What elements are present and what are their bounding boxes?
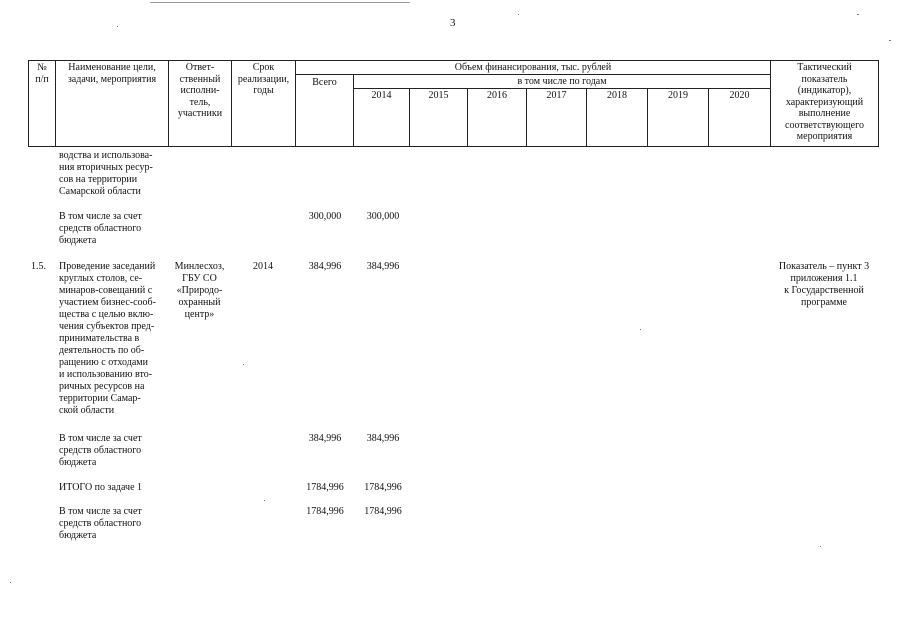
- header-year-2016: 2016: [468, 88, 527, 146]
- scan-speck: [640, 329, 641, 330]
- scan-speck: [518, 14, 519, 15]
- row-1-total: 300,000: [308, 211, 342, 222]
- scan-speck: [117, 26, 118, 27]
- row-5-2014: 1784,996: [364, 506, 402, 517]
- header-year-2019: 2019: [648, 88, 709, 146]
- scan-speck: [820, 546, 821, 547]
- row-1-2014: 300,000: [366, 211, 400, 222]
- row-2-num: 1.5.: [31, 261, 46, 272]
- row-4-total: 1784,996: [306, 482, 344, 493]
- top-scan-line: [150, 2, 410, 3]
- row-4-2014: 1784,996: [364, 482, 402, 493]
- scan-speck: [243, 364, 244, 365]
- row-4-name: ИТОГО по задаче 1: [59, 482, 143, 493]
- scan-speck: [889, 40, 891, 41]
- row-0-name: водства и использова- ния вторичных ресур- сов на территории Самарской области: [59, 150, 153, 197]
- header-col-num: № п/п: [29, 61, 56, 147]
- row-1-name: В том числе за счет средств областного бюджета: [59, 211, 142, 246]
- header-year-2014: 2014: [354, 88, 410, 146]
- header-col-total: Всего: [296, 74, 354, 146]
- scan-speck: [264, 500, 265, 501]
- page-number: 3: [450, 17, 456, 29]
- header-col-indicator: Тактический показатель (индикатор), характеризующий выполнение соответствующего мероприятия: [771, 61, 879, 147]
- header-year-2017: 2017: [527, 88, 587, 146]
- header-year-2015: 2015: [410, 88, 468, 146]
- header-col-name: Наименование цели, задачи, мероприятия: [56, 61, 169, 147]
- header-col-period: Срок реализации, годы: [232, 61, 296, 147]
- row-2-responsible: Минлесхоз, ГБУ СО «Природо- охранный центр»: [174, 261, 225, 320]
- header-col-responsible: Ответ- ственный исполни- тель, участники: [169, 61, 232, 147]
- row-3-total: 384,996: [308, 433, 342, 444]
- scan-speck: [10, 582, 11, 583]
- row-2-2014: 384,996: [366, 261, 400, 272]
- row-2-name: Проведение заседаний круглых столов, се- минаров-совещаний с участием бизнес-сооб- щества с целью вклю- чения субъектов пред- принимательства в деятельность по об- ращению с отходами и использованию вто- ричных ресурсов на территории Самар- ской области: [59, 261, 156, 416]
- scan-speck: [857, 14, 859, 15]
- row-3-2014: 384,996: [366, 433, 400, 444]
- header-year-2020: 2020: [709, 88, 771, 146]
- row-2-total: 384,996: [308, 261, 342, 272]
- row-3-name: В том числе за счет средств областного бюджета: [59, 433, 142, 468]
- row-2-indicator: Показатель – пункт 3 приложения 1.1 к Государственной программе: [778, 261, 870, 308]
- row-2-period: 2014: [253, 261, 273, 272]
- table-header: [28, 60, 879, 147]
- row-5-total: 1784,996: [306, 506, 344, 517]
- header-year-2018: 2018: [587, 88, 648, 146]
- header-col-funding: Объем финансирования, тыс. рублей: [296, 61, 771, 75]
- header-col-by-years: в том числе по годам: [354, 74, 771, 88]
- row-5-name: В том числе за счет средств областного бюджета: [59, 506, 142, 541]
